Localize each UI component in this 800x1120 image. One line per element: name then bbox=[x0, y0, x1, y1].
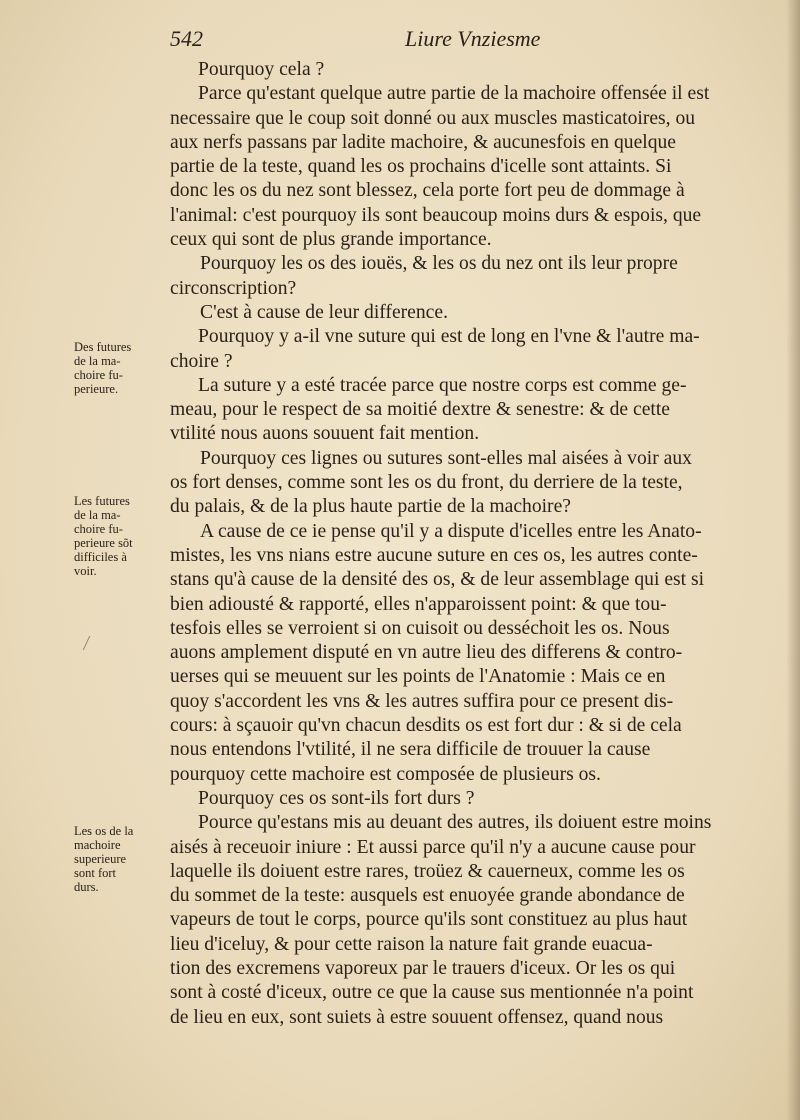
text-line: pourquoy cette machoire est composée de plusieurs os. bbox=[170, 763, 601, 785]
text-line: Pource qu'estans mis au deuant des autres, ils doiuent estre moins bbox=[198, 812, 712, 834]
margin-note-line: perieure sõt bbox=[74, 536, 133, 550]
margin-note-line: superieure bbox=[74, 852, 127, 866]
text-line: meau, pour le respect de sa moitié dextre & senestre: & de cette bbox=[170, 399, 670, 421]
margin-note-line: voir. bbox=[74, 564, 97, 578]
text-line: donc les os du nez sont blessez, cela porte fort peu de dommage à bbox=[170, 180, 685, 202]
text-line: quoy s'accordent les vns & les autres suffira pour ce present dis- bbox=[170, 690, 674, 712]
margin-note-line: choire fu- bbox=[74, 368, 123, 382]
text-line: uerses qui se meuuent sur les points de l'Anatomie : Mais ce en bbox=[170, 666, 666, 688]
text-line: cours: à sçauoir qu'vn chacun desdits os est fort dur : & si de cela bbox=[170, 715, 682, 737]
text-line: choire ? bbox=[170, 350, 233, 372]
text-line: stans qu'à cause de la densité des os, & de leur assemblage qui est si bbox=[170, 569, 705, 591]
margin-note-line: sont fort bbox=[74, 866, 117, 880]
text-line: vapeurs de tout le corps, pource qu'ils sont constituez au plus haut bbox=[170, 909, 688, 931]
margin-note-line: perieure. bbox=[74, 382, 119, 396]
margin-note-line: de la ma- bbox=[74, 508, 121, 522]
text-line: Pourquoy y a-il vne suture qui est de long en l'vne & l'autre ma- bbox=[198, 326, 700, 348]
text-line: ceux qui sont de plus grande importance. bbox=[170, 229, 492, 251]
margin-note-line: Les futures bbox=[74, 494, 130, 508]
text-line: Pourquoy cela ? bbox=[198, 59, 325, 80]
text-line: bien adiousté & rapporté, elles n'apparoissent point: & que tou- bbox=[170, 593, 667, 615]
pencil-mark bbox=[83, 636, 101, 650]
text-line: l'animal: c'est pourquoy ils sont beaucoup moins durs & espois, que bbox=[170, 204, 702, 226]
margin-note-sutures-difficult bbox=[74, 494, 174, 578]
text-line: vtilité nous auons souuent fait mention. bbox=[170, 423, 480, 445]
text-line: A cause de ce ie pense qu'il y a dispute d'icelles entre les Anato- bbox=[200, 520, 702, 542]
margin-note-sutures bbox=[74, 340, 174, 396]
text-line: laquelle ils doiuent estre rares, troüez & cauerneux, comme les os bbox=[170, 860, 685, 882]
text-line: tesfois elles se verroient si on cuisoit ou desséchoit les os. Nous bbox=[170, 617, 670, 639]
text-line: Pourquoy ces lignes ou sutures sont-elles mal aisées à voir aux bbox=[200, 447, 692, 469]
text-line: La suture y a esté tracée parce que nostre corps est comme ge- bbox=[198, 374, 687, 396]
margin-note-line: Les os de la bbox=[74, 824, 134, 838]
text-line: auons amplement disputé en vn autre lieu des differens & contro- bbox=[170, 642, 683, 664]
text-line: sont à costé d'iceux, outre ce que la cause sus mentionnée n'a point bbox=[170, 982, 694, 1004]
text-line: de lieu en eux, sont suiets à estre souuent offensez, quand nous bbox=[170, 1006, 664, 1028]
running-head bbox=[170, 26, 770, 56]
text-line: C'est à cause de leur difference. bbox=[200, 301, 448, 323]
text-line: nous entendons l'vtilité, il ne sera difficile de trouuer la cause bbox=[170, 739, 651, 761]
text-line: Pourquoy les os des iouës, & les os du nez ont ils leur propre bbox=[200, 253, 678, 275]
book-title: Liure Vnziesme bbox=[405, 26, 541, 51]
text-line: os fort denses, comme sont les os du front, du derriere de la teste, bbox=[170, 472, 683, 494]
margin-note-line: durs. bbox=[74, 880, 99, 894]
text-line: lieu d'iceluy, & pour cette raison la nature fait grande euacua- bbox=[170, 933, 653, 955]
margin-note-line: de la ma- bbox=[74, 354, 121, 368]
text-line: aisés à receuoir iniure : Et aussi parce qu'il n'y a aucune cause pour bbox=[170, 836, 696, 858]
text-line: mistes, les vns nians estre aucune suture en ces os, les autres conte- bbox=[170, 544, 698, 566]
page-number: 542 bbox=[170, 26, 203, 51]
text-line: tion des excremens vaporeux par le trauers d'iceux. Or les os qui bbox=[170, 957, 676, 979]
text-line: du sommet de la teste: ausquels est enuoyée grande abondance de bbox=[170, 885, 685, 907]
text-line: Parce qu'estant quelque autre partie de la machoire offensée il est bbox=[198, 83, 710, 105]
text-line: du palais, & de la plus haute partie de la machoire? bbox=[170, 496, 571, 518]
margin-note-line: machoire bbox=[74, 838, 121, 852]
margin-note-hard-bones bbox=[74, 824, 174, 894]
text-line: necessaire que le coup soit donné ou aux muscles masticatoires, ou bbox=[170, 107, 696, 129]
text-line: circonscription? bbox=[170, 277, 297, 299]
text-line: aux nerfs passans par ladite machoire, & aucunesfois en quelque bbox=[170, 131, 676, 153]
body-text bbox=[170, 58, 790, 1030]
margin-note-line: Des futures bbox=[74, 340, 132, 354]
text-line: Pourquoy ces os sont-ils fort durs ? bbox=[198, 787, 475, 809]
text-line: partie de la teste, quand les os prochains d'icelle sont attaints. Si bbox=[170, 156, 672, 178]
margin-note-line: choire fu- bbox=[74, 522, 123, 536]
margin-note-line: difficiles à bbox=[74, 550, 127, 564]
